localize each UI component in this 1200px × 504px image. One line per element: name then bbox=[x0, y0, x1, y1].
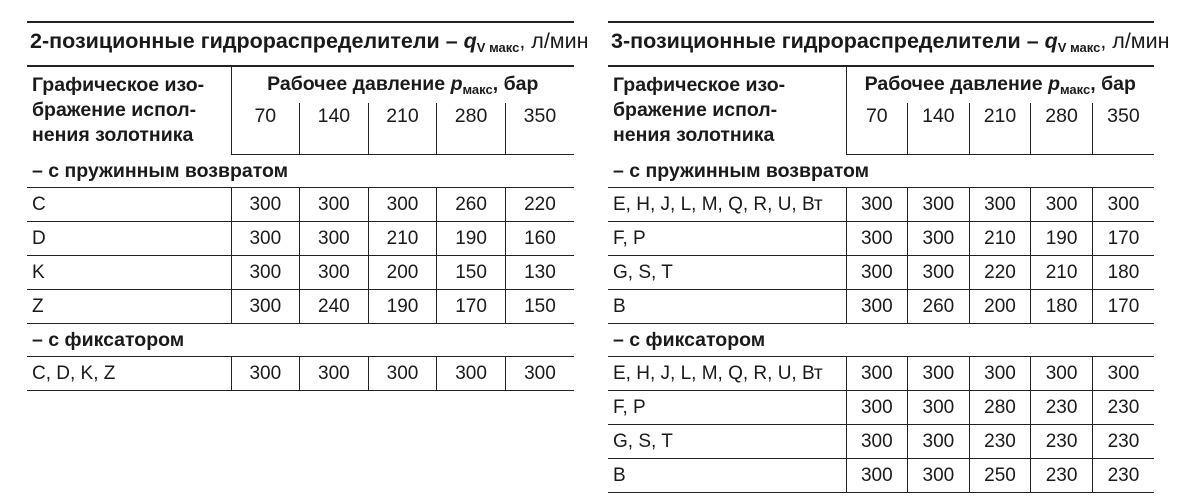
title-subscript: V макс bbox=[1057, 39, 1101, 55]
cell-value: 300 bbox=[908, 222, 970, 256]
table-2-position bbox=[27, 21, 589, 391]
row-label: F, P bbox=[608, 391, 846, 425]
cell-value: 300 bbox=[300, 188, 369, 222]
pressure-value: 280 bbox=[1031, 103, 1093, 155]
pressure-value: 70 bbox=[231, 103, 300, 155]
cell-value: 300 bbox=[908, 459, 970, 493]
section-title: – с фиксатором bbox=[27, 324, 574, 357]
title-text: 2-позиционные гидрораспределители – bbox=[30, 28, 464, 53]
cell-value: 210 bbox=[368, 222, 437, 256]
row-label: K bbox=[27, 256, 231, 290]
cell-value: 170 bbox=[1092, 290, 1154, 324]
section-row bbox=[608, 324, 1154, 357]
table-row bbox=[27, 357, 574, 391]
cell-value: 300 bbox=[908, 188, 970, 222]
row-label: F, P bbox=[608, 222, 846, 256]
pressure-unit: , бар bbox=[492, 73, 539, 95]
table-row bbox=[608, 391, 1154, 425]
cell-value: 220 bbox=[969, 256, 1031, 290]
row-label: B bbox=[608, 290, 846, 324]
cell-value: 160 bbox=[505, 222, 574, 256]
cell-value: 300 bbox=[908, 391, 970, 425]
header-line: нения золотника bbox=[32, 124, 194, 146]
table-row bbox=[608, 425, 1154, 459]
pressure-value: 350 bbox=[505, 103, 574, 155]
cell-value: 300 bbox=[969, 188, 1031, 222]
column-header-pressure bbox=[846, 66, 1154, 103]
table-title-row bbox=[608, 22, 1154, 66]
cell-value: 230 bbox=[1092, 459, 1154, 493]
cell-value: 170 bbox=[1092, 222, 1154, 256]
column-header-spool bbox=[608, 66, 846, 155]
table-row bbox=[608, 459, 1154, 493]
title-unit: , л/мин bbox=[519, 28, 589, 53]
pressure-subscript: макс bbox=[462, 82, 493, 97]
cell-value: 250 bbox=[969, 459, 1031, 493]
cell-value: 280 bbox=[969, 391, 1031, 425]
cell-value: 300 bbox=[846, 222, 908, 256]
cell-value: 300 bbox=[846, 357, 908, 391]
row-label: E, H, J, L, M, Q, R, U, Вт bbox=[608, 188, 846, 222]
cell-value: 300 bbox=[846, 290, 908, 324]
cell-value: 300 bbox=[300, 256, 369, 290]
cell-value: 190 bbox=[368, 290, 437, 324]
cell-value: 300 bbox=[368, 357, 437, 391]
cell-value: 150 bbox=[505, 290, 574, 324]
title-symbol: q bbox=[1044, 28, 1058, 53]
table-row bbox=[608, 290, 1154, 324]
cell-value: 300 bbox=[908, 357, 970, 391]
column-header-pressure bbox=[231, 66, 574, 103]
table-row bbox=[27, 290, 574, 324]
cell-value: 230 bbox=[1092, 391, 1154, 425]
cell-value: 220 bbox=[505, 188, 574, 222]
cell-value: 260 bbox=[437, 188, 506, 222]
pressure-unit: , бар bbox=[1090, 73, 1136, 95]
table-title-row bbox=[27, 22, 574, 66]
pressure-value: 350 bbox=[1092, 103, 1154, 155]
table-row bbox=[27, 222, 574, 256]
cell-value: 150 bbox=[437, 256, 506, 290]
cell-value: 300 bbox=[231, 222, 300, 256]
title-text: 3-позиционные гидрораспределители – bbox=[611, 28, 1045, 53]
cell-value: 190 bbox=[437, 222, 506, 256]
cell-value: 300 bbox=[846, 425, 908, 459]
cell-value: 210 bbox=[1031, 256, 1093, 290]
pressure-label: Рабочее давление bbox=[267, 73, 451, 95]
cell-value: 300 bbox=[846, 391, 908, 425]
header-row bbox=[27, 66, 574, 103]
cell-value: 300 bbox=[300, 357, 369, 391]
cell-value: 300 bbox=[1031, 357, 1093, 391]
cell-value: 130 bbox=[505, 256, 574, 290]
table-row bbox=[608, 222, 1154, 256]
row-label: C, D, K, Z bbox=[27, 357, 231, 391]
cell-value: 300 bbox=[908, 256, 970, 290]
row-label: G, S, T bbox=[608, 425, 846, 459]
table-row bbox=[27, 188, 574, 222]
pressure-symbol: p bbox=[450, 73, 463, 95]
table-row bbox=[608, 256, 1154, 290]
header-line: Графическое изо- bbox=[32, 74, 205, 96]
pressure-value: 70 bbox=[846, 103, 908, 155]
cell-value: 240 bbox=[300, 290, 369, 324]
cell-value: 200 bbox=[368, 256, 437, 290]
row-label: G, S, T bbox=[608, 256, 846, 290]
header-line: бражение испол- bbox=[613, 99, 778, 121]
table-title bbox=[27, 22, 589, 66]
cell-value: 300 bbox=[231, 357, 300, 391]
cell-value: 300 bbox=[846, 256, 908, 290]
pressure-value: 210 bbox=[969, 103, 1031, 155]
cell-value: 180 bbox=[1031, 290, 1093, 324]
cell-value: 300 bbox=[1031, 188, 1093, 222]
cell-value: 300 bbox=[1092, 357, 1154, 391]
cell-value: 190 bbox=[1031, 222, 1093, 256]
cell-value: 300 bbox=[231, 290, 300, 324]
cell-value: 260 bbox=[908, 290, 970, 324]
table-3-position bbox=[608, 21, 1170, 493]
cell-value: 300 bbox=[368, 188, 437, 222]
pressure-symbol: p bbox=[1048, 73, 1060, 95]
row-label: D bbox=[27, 222, 231, 256]
cell-value: 300 bbox=[437, 357, 506, 391]
section-title: – с фиксатором bbox=[608, 324, 1154, 357]
row-label: E, H, J, L, M, Q, R, U, Вт bbox=[608, 357, 846, 391]
pressure-value: 210 bbox=[368, 103, 437, 155]
cell-value: 230 bbox=[1031, 425, 1093, 459]
cell-value: 230 bbox=[969, 425, 1031, 459]
cell-value: 300 bbox=[846, 459, 908, 493]
section-row bbox=[608, 155, 1154, 188]
title-subscript: V макс bbox=[476, 39, 520, 55]
pressure-value: 280 bbox=[437, 103, 506, 155]
row-label: Z bbox=[27, 290, 231, 324]
header-row bbox=[608, 66, 1154, 103]
header-line: нения золотника bbox=[613, 124, 775, 146]
cell-value: 200 bbox=[969, 290, 1031, 324]
cell-value: 180 bbox=[1092, 256, 1154, 290]
cell-value: 300 bbox=[1092, 188, 1154, 222]
cell-value: 210 bbox=[969, 222, 1031, 256]
cell-value: 300 bbox=[969, 357, 1031, 391]
cell-value: 230 bbox=[1092, 425, 1154, 459]
pressure-subscript: макс bbox=[1059, 82, 1091, 97]
section-row bbox=[27, 155, 574, 188]
title-symbol: q bbox=[463, 28, 477, 53]
header-line: бражение испол- bbox=[32, 99, 197, 121]
cell-value: 300 bbox=[300, 222, 369, 256]
cell-value: 300 bbox=[231, 256, 300, 290]
column-header-spool bbox=[27, 66, 231, 155]
table-row bbox=[608, 357, 1154, 391]
cell-value: 300 bbox=[231, 188, 300, 222]
cell-value: 230 bbox=[1031, 391, 1093, 425]
section-title: – с пружинным возвратом bbox=[608, 155, 1154, 188]
cell-value: 230 bbox=[1031, 459, 1093, 493]
header-line: Графическое изо- bbox=[613, 74, 786, 96]
row-label: B bbox=[608, 459, 846, 493]
pressure-label: Рабочее давление bbox=[864, 73, 1049, 95]
section-row bbox=[27, 324, 574, 357]
title-unit: , л/мин bbox=[1100, 28, 1170, 53]
cell-value: 170 bbox=[437, 290, 506, 324]
pressure-value: 140 bbox=[908, 103, 970, 155]
pressure-value: 140 bbox=[300, 103, 369, 155]
table-title bbox=[608, 22, 1170, 66]
section-title: – с пружинным возвратом bbox=[27, 155, 574, 188]
table-row bbox=[608, 188, 1154, 222]
cell-value: 300 bbox=[846, 188, 908, 222]
table-row bbox=[27, 256, 574, 290]
row-label: C bbox=[27, 188, 231, 222]
cell-value: 300 bbox=[505, 357, 574, 391]
cell-value: 300 bbox=[908, 425, 970, 459]
